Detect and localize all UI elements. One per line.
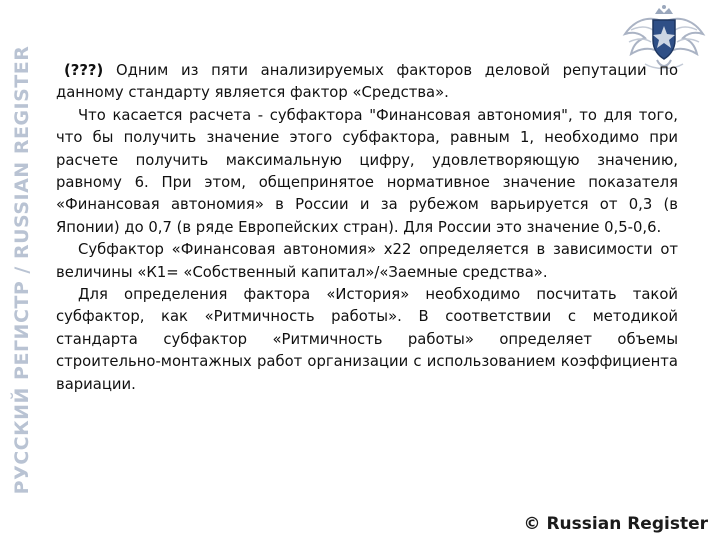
copyright-notice: © Russian Register xyxy=(523,514,708,534)
paragraph-3: Субфактор «Финансовая автономия» х22 определяется в зависимости от величины «К1= «Собственный капитал»/«Заемные средства». xyxy=(56,241,678,281)
paragraph-1 xyxy=(56,60,678,105)
paragraph-2: Что касается расчета - субфактора "Финансовая автономия", то для того, что бы получить значение этого субфактора, равным 1, необходимо при расчете получить максимальную цифру, удовлетворяющую значению, равному 6. При этом, общепринятое нормативное значение показателя «Финансовая автономия» в России и за рубежом варьируется от 0,3 (в Японии) до 0,7 (в ряде Европейских стран). Для России это значение 0,5-0,6. xyxy=(56,106,678,236)
vertical-brand-band xyxy=(0,0,44,540)
vertical-brand-text: РУССКИЙ РЕГИСТР / RUSSIAN REGISTER xyxy=(11,45,33,495)
document-body xyxy=(56,60,678,396)
question-marker: (???) xyxy=(64,62,104,79)
paragraph-4: Для определения фактора «История» необходимо посчитать такой субфактор, как «Ритмичность работы». В соответствии с методикой стандарта субфактор «Ритмичность работы» определяет объемы строительно-монтажных работ организации с использованием коэффициента вариации. xyxy=(56,286,678,393)
paragraph-1-text: Одним из пяти анализируемых факторов деловой репутации по данному стандарту является фактор «Средства». xyxy=(56,62,678,102)
